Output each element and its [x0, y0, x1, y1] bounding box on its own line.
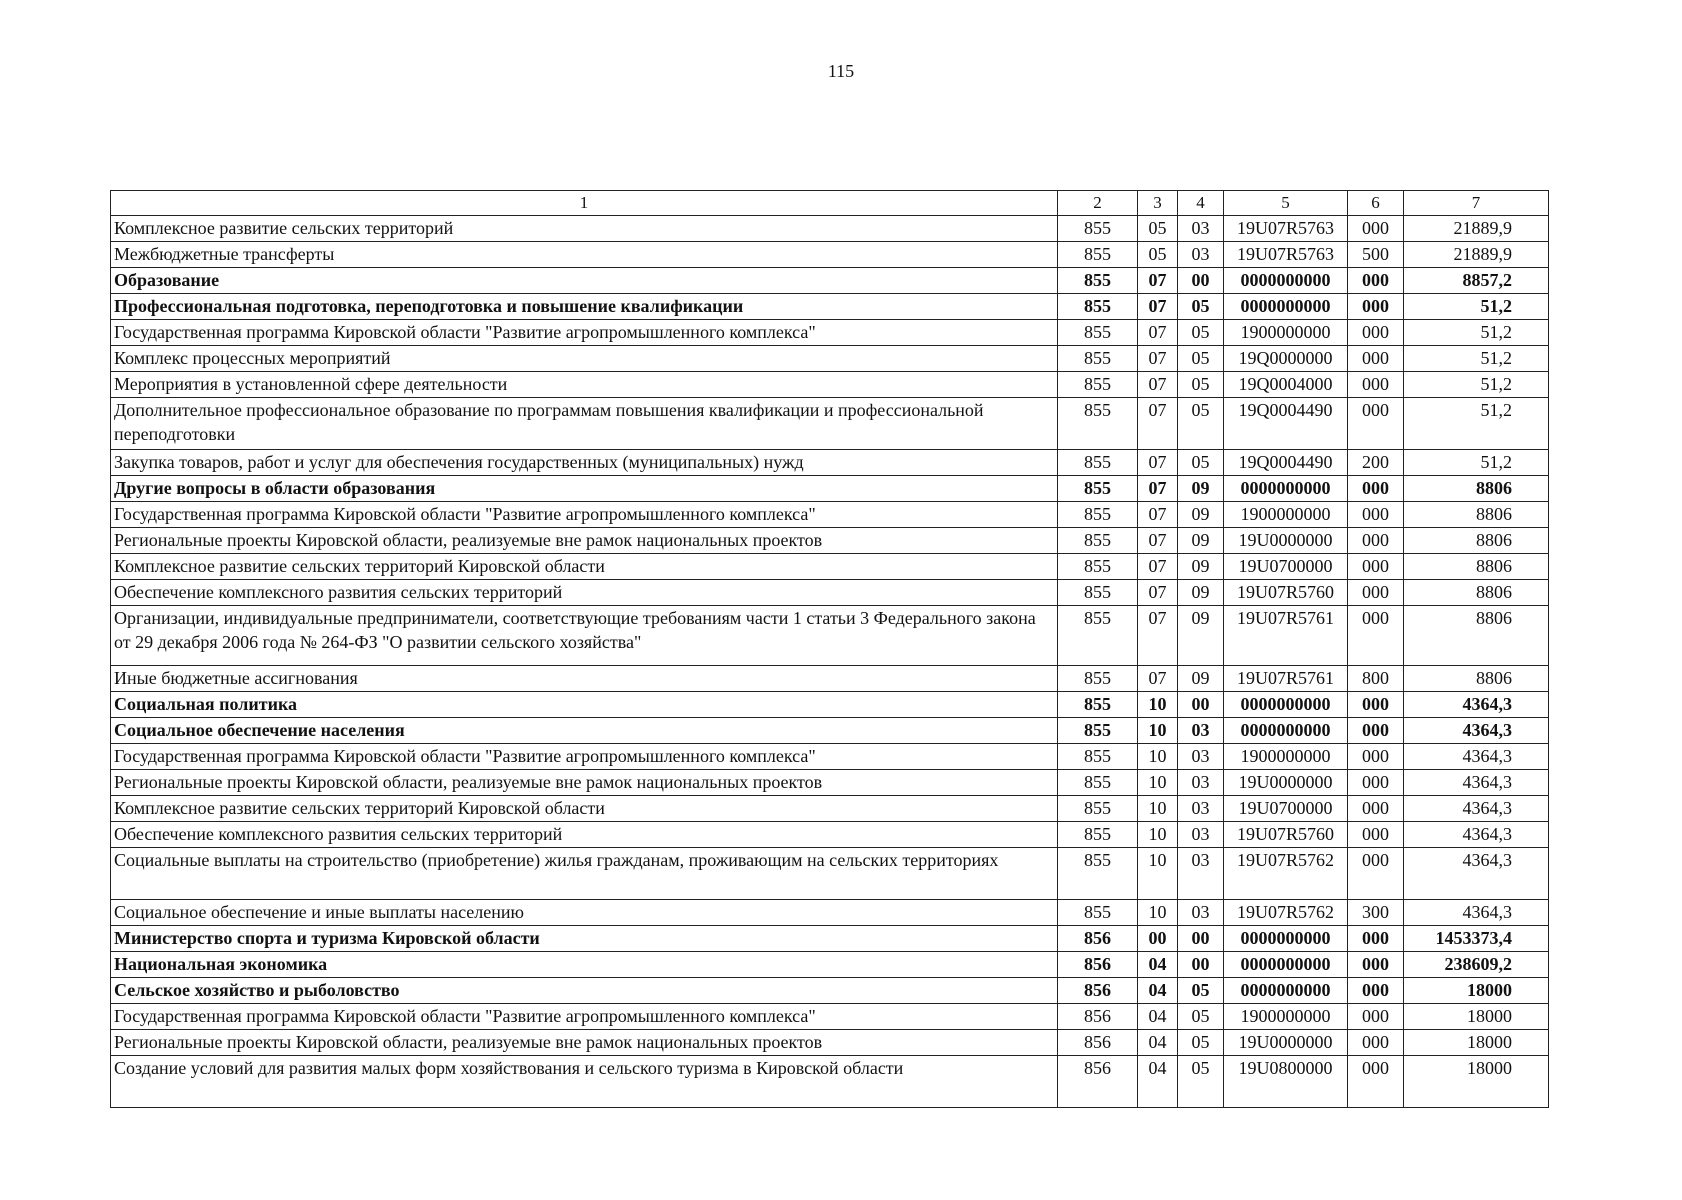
target-item-code: 0000000000: [1224, 926, 1348, 952]
target-item-code: 19U0800000: [1224, 1056, 1348, 1108]
expense-type-code: 800: [1348, 666, 1404, 692]
table-row: [111, 926, 1549, 952]
subsection-code: 05: [1178, 398, 1224, 450]
row-name: Социальное обеспечение и иные выплаты населению: [111, 900, 1058, 926]
amount: 1453373,4: [1404, 926, 1549, 952]
target-item-code: 0000000000: [1224, 692, 1348, 718]
section-code: 05: [1138, 242, 1178, 268]
section-code: 07: [1138, 476, 1178, 502]
table-row: [111, 580, 1549, 606]
target-item-code: 0000000000: [1224, 978, 1348, 1004]
row-name: Сельское хозяйство и рыболовство: [111, 978, 1058, 1004]
target-item-code: 0000000000: [1224, 294, 1348, 320]
table-row: [111, 1056, 1549, 1108]
expense-type-code: 000: [1348, 346, 1404, 372]
subsection-code: 00: [1178, 692, 1224, 718]
target-item-code: 19U07R5763: [1224, 242, 1348, 268]
chapter-code: 855: [1058, 554, 1138, 580]
chapter-code: 855: [1058, 744, 1138, 770]
row-name: Комплексное развитие сельских территорий Кировской области: [111, 796, 1058, 822]
row-name: Комплекс процессных мероприятий: [111, 346, 1058, 372]
subsection-code: 05: [1178, 1004, 1224, 1030]
table-row: [111, 718, 1549, 744]
expense-type-code: 500: [1348, 242, 1404, 268]
column-number: 2: [1058, 191, 1138, 216]
target-item-code: 19U0700000: [1224, 554, 1348, 580]
amount: 51,2: [1404, 398, 1549, 450]
target-item-code: 19U07R5761: [1224, 606, 1348, 666]
chapter-code: 856: [1058, 1030, 1138, 1056]
target-item-code: 0000000000: [1224, 268, 1348, 294]
section-code: 10: [1138, 822, 1178, 848]
target-item-code: 19Q0004490: [1224, 398, 1348, 450]
table-row: [111, 1004, 1549, 1030]
expense-type-code: 000: [1348, 476, 1404, 502]
target-item-code: 0000000000: [1224, 718, 1348, 744]
expense-type-code: 000: [1348, 1056, 1404, 1108]
amount: 18000: [1404, 1030, 1549, 1056]
chapter-code: 855: [1058, 718, 1138, 744]
subsection-code: 05: [1178, 1030, 1224, 1056]
subsection-code: 03: [1178, 242, 1224, 268]
column-number: 1: [111, 191, 1058, 216]
table-row: [111, 848, 1549, 900]
column-number: 6: [1348, 191, 1404, 216]
row-name: Обеспечение комплексного развития сельских территорий: [111, 580, 1058, 606]
amount: 4364,3: [1404, 900, 1549, 926]
chapter-code: 855: [1058, 822, 1138, 848]
table-row: [111, 242, 1549, 268]
chapter-code: 855: [1058, 320, 1138, 346]
subsection-code: 05: [1178, 978, 1224, 1004]
subsection-code: 03: [1178, 822, 1224, 848]
expense-type-code: 000: [1348, 372, 1404, 398]
section-code: 10: [1138, 848, 1178, 900]
chapter-code: 855: [1058, 606, 1138, 666]
section-code: 07: [1138, 554, 1178, 580]
section-code: 07: [1138, 450, 1178, 476]
expense-type-code: 000: [1348, 796, 1404, 822]
subsection-code: 09: [1178, 666, 1224, 692]
subsection-code: 03: [1178, 848, 1224, 900]
chapter-code: 855: [1058, 346, 1138, 372]
target-item-code: 19U07R5760: [1224, 580, 1348, 606]
expense-type-code: 000: [1348, 606, 1404, 666]
target-item-code: 19U07R5762: [1224, 900, 1348, 926]
chapter-code: 855: [1058, 848, 1138, 900]
section-code: 04: [1138, 952, 1178, 978]
expense-type-code: 000: [1348, 744, 1404, 770]
row-name: Мероприятия в установленной сфере деятельности: [111, 372, 1058, 398]
chapter-code: 855: [1058, 666, 1138, 692]
expense-type-code: 000: [1348, 692, 1404, 718]
subsection-code: 03: [1178, 900, 1224, 926]
subsection-code: 00: [1178, 926, 1224, 952]
target-item-code: 1900000000: [1224, 744, 1348, 770]
target-item-code: 19U07R5762: [1224, 848, 1348, 900]
table-row: [111, 346, 1549, 372]
table-row: [111, 1030, 1549, 1056]
target-item-code: 19U07R5763: [1224, 216, 1348, 242]
table-row: [111, 978, 1549, 1004]
amount: 51,2: [1404, 372, 1549, 398]
row-name: Региональные проекты Кировской области, реализуемые вне рамок национальных проектов: [111, 1030, 1058, 1056]
target-item-code: 0000000000: [1224, 952, 1348, 978]
section-code: 07: [1138, 372, 1178, 398]
amount: 4364,3: [1404, 796, 1549, 822]
target-item-code: 1900000000: [1224, 1004, 1348, 1030]
section-code: 10: [1138, 692, 1178, 718]
expense-type-code: 000: [1348, 848, 1404, 900]
column-number: 7: [1404, 191, 1549, 216]
section-code: 07: [1138, 580, 1178, 606]
row-name: Региональные проекты Кировской области, реализуемые вне рамок национальных проектов: [111, 528, 1058, 554]
amount: 8806: [1404, 666, 1549, 692]
page-number: 115: [827, 61, 855, 81]
expense-type-code: 000: [1348, 502, 1404, 528]
table-row: [111, 666, 1549, 692]
section-code: 04: [1138, 978, 1178, 1004]
chapter-code: 855: [1058, 580, 1138, 606]
section-code: 07: [1138, 294, 1178, 320]
expense-type-code: 000: [1348, 718, 1404, 744]
expense-type-code: 000: [1348, 320, 1404, 346]
target-item-code: 19U07R5761: [1224, 666, 1348, 692]
amount: 51,2: [1404, 294, 1549, 320]
amount: 18000: [1404, 1056, 1549, 1108]
expense-type-code: 000: [1348, 1004, 1404, 1030]
amount: 18000: [1404, 1004, 1549, 1030]
expense-type-code: 000: [1348, 1030, 1404, 1056]
table-row: [111, 268, 1549, 294]
subsection-code: 03: [1178, 796, 1224, 822]
subsection-code: 09: [1178, 606, 1224, 666]
section-code: 07: [1138, 398, 1178, 450]
amount: 238609,2: [1404, 952, 1549, 978]
table-row: [111, 822, 1549, 848]
chapter-code: 855: [1058, 294, 1138, 320]
row-name: Региональные проекты Кировской области, реализуемые вне рамок национальных проектов: [111, 770, 1058, 796]
chapter-code: 855: [1058, 528, 1138, 554]
subsection-code: 05: [1178, 1056, 1224, 1108]
subsection-code: 09: [1178, 554, 1224, 580]
chapter-code: 855: [1058, 476, 1138, 502]
table-row: [111, 952, 1549, 978]
expense-type-code: 300: [1348, 900, 1404, 926]
amount: 4364,3: [1404, 692, 1549, 718]
table-row: [111, 398, 1549, 450]
chapter-code: 855: [1058, 398, 1138, 450]
subsection-code: 05: [1178, 450, 1224, 476]
chapter-code: 856: [1058, 926, 1138, 952]
amount: 51,2: [1404, 450, 1549, 476]
expense-type-code: 000: [1348, 398, 1404, 450]
amount: 8857,2: [1404, 268, 1549, 294]
target-item-code: 0000000000: [1224, 476, 1348, 502]
target-item-code: 19Q0000000: [1224, 346, 1348, 372]
amount: 8806: [1404, 606, 1549, 666]
expense-type-code: 000: [1348, 952, 1404, 978]
subsection-code: 09: [1178, 580, 1224, 606]
section-code: 10: [1138, 900, 1178, 926]
amount: 51,2: [1404, 320, 1549, 346]
row-name: Государственная программа Кировской области "Развитие агропромышленного комплекса": [111, 744, 1058, 770]
row-name: Социальная политика: [111, 692, 1058, 718]
expense-type-code: 000: [1348, 580, 1404, 606]
target-item-code: 1900000000: [1224, 320, 1348, 346]
chapter-code: 855: [1058, 796, 1138, 822]
amount: 4364,3: [1404, 718, 1549, 744]
row-name: Иные бюджетные ассигнования: [111, 666, 1058, 692]
row-name: Государственная программа Кировской области "Развитие агропромышленного комплекса": [111, 1004, 1058, 1030]
budget-table: [110, 190, 1549, 1108]
subsection-code: 03: [1178, 718, 1224, 744]
section-code: 07: [1138, 320, 1178, 346]
subsection-code: 03: [1178, 770, 1224, 796]
row-name: Министерство спорта и туризма Кировской области: [111, 926, 1058, 952]
subsection-code: 05: [1178, 346, 1224, 372]
section-code: 07: [1138, 528, 1178, 554]
chapter-code: 855: [1058, 770, 1138, 796]
amount: 4364,3: [1404, 848, 1549, 900]
row-name: Дополнительное профессиональное образование по программам повышения квалификации и профессиональной переподготовки: [111, 398, 1058, 450]
expense-type-code: 000: [1348, 770, 1404, 796]
table-row: [111, 294, 1549, 320]
target-item-code: 19Q0004000: [1224, 372, 1348, 398]
target-item-code: 19Q0004490: [1224, 450, 1348, 476]
subsection-code: 05: [1178, 320, 1224, 346]
chapter-code: 855: [1058, 692, 1138, 718]
target-item-code: 19U0000000: [1224, 1030, 1348, 1056]
row-name: Обеспечение комплексного развития сельских территорий: [111, 822, 1058, 848]
table-row: [111, 476, 1549, 502]
chapter-code: 856: [1058, 1004, 1138, 1030]
table-row: [111, 744, 1549, 770]
table-row: [111, 900, 1549, 926]
section-code: 10: [1138, 770, 1178, 796]
section-code: 07: [1138, 346, 1178, 372]
chapter-code: 855: [1058, 502, 1138, 528]
section-code: 05: [1138, 216, 1178, 242]
subsection-code: 09: [1178, 528, 1224, 554]
amount: 21889,9: [1404, 242, 1549, 268]
amount: 21889,9: [1404, 216, 1549, 242]
expense-type-code: 000: [1348, 268, 1404, 294]
chapter-code: 855: [1058, 268, 1138, 294]
section-code: 10: [1138, 796, 1178, 822]
expense-type-code: 000: [1348, 926, 1404, 952]
table-row: [111, 450, 1549, 476]
section-code: 00: [1138, 926, 1178, 952]
row-name: Другие вопросы в области образования: [111, 476, 1058, 502]
row-name: Комплексное развитие сельских территорий Кировской области: [111, 554, 1058, 580]
amount: 4364,3: [1404, 822, 1549, 848]
table-row: [111, 692, 1549, 718]
amount: 8806: [1404, 528, 1549, 554]
section-code: 04: [1138, 1056, 1178, 1108]
section-code: 07: [1138, 268, 1178, 294]
expense-type-code: 200: [1348, 450, 1404, 476]
expense-type-code: 000: [1348, 528, 1404, 554]
chapter-code: 855: [1058, 216, 1138, 242]
section-code: 10: [1138, 718, 1178, 744]
column-number: 5: [1224, 191, 1348, 216]
amount: 4364,3: [1404, 770, 1549, 796]
row-name: Межбюджетные трансферты: [111, 242, 1058, 268]
chapter-code: 855: [1058, 242, 1138, 268]
subsection-code: 03: [1178, 216, 1224, 242]
amount: 8806: [1404, 502, 1549, 528]
table-row: [111, 554, 1549, 580]
amount: 8806: [1404, 554, 1549, 580]
chapter-code: 855: [1058, 450, 1138, 476]
section-code: 07: [1138, 606, 1178, 666]
subsection-code: 09: [1178, 476, 1224, 502]
column-number: 4: [1178, 191, 1224, 216]
section-code: 07: [1138, 666, 1178, 692]
table-row: [111, 528, 1549, 554]
table-row: [111, 502, 1549, 528]
subsection-code: 03: [1178, 744, 1224, 770]
row-name: Национальная экономика: [111, 952, 1058, 978]
subsection-code: 05: [1178, 372, 1224, 398]
subsection-code: 05: [1178, 294, 1224, 320]
amount: 8806: [1404, 476, 1549, 502]
target-item-code: 19U0000000: [1224, 770, 1348, 796]
row-name: Социальные выплаты на строительство (приобретение) жилья гражданам, проживающим на сельских территориях: [111, 848, 1058, 900]
amount: 4364,3: [1404, 744, 1549, 770]
amount: 8806: [1404, 580, 1549, 606]
section-code: 10: [1138, 744, 1178, 770]
target-item-code: 1900000000: [1224, 502, 1348, 528]
chapter-code: 855: [1058, 372, 1138, 398]
subsection-code: 09: [1178, 502, 1224, 528]
row-name: Государственная программа Кировской области "Развитие агропромышленного комплекса": [111, 502, 1058, 528]
section-code: 07: [1138, 502, 1178, 528]
expense-type-code: 000: [1348, 978, 1404, 1004]
expense-type-code: 000: [1348, 554, 1404, 580]
target-item-code: 19U0700000: [1224, 796, 1348, 822]
expense-type-code: 000: [1348, 294, 1404, 320]
subsection-code: 00: [1178, 952, 1224, 978]
amount: 18000: [1404, 978, 1549, 1004]
chapter-code: 856: [1058, 952, 1138, 978]
table-body: [111, 216, 1549, 1108]
section-code: 04: [1138, 1030, 1178, 1056]
row-name: Профессиональная подготовка, переподготовка и повышение квалификации: [111, 294, 1058, 320]
chapter-code: 855: [1058, 900, 1138, 926]
row-name: Создание условий для развития малых форм хозяйствования и сельского туризма в Кировской области: [111, 1056, 1058, 1108]
row-name: Государственная программа Кировской области "Развитие агропромышленного комплекса": [111, 320, 1058, 346]
expense-type-code: 000: [1348, 822, 1404, 848]
row-name: Социальное обеспечение населения: [111, 718, 1058, 744]
column-number-row: [111, 191, 1549, 216]
row-name: Закупка товаров, работ и услуг для обеспечения государственных (муниципальных) нужд: [111, 450, 1058, 476]
table-row: [111, 770, 1549, 796]
target-item-code: 19U0000000: [1224, 528, 1348, 554]
table-row: [111, 320, 1549, 346]
amount: 51,2: [1404, 346, 1549, 372]
table-row: [111, 796, 1549, 822]
row-name: Комплексное развитие сельских территорий: [111, 216, 1058, 242]
section-code: 04: [1138, 1004, 1178, 1030]
table-row: [111, 216, 1549, 242]
column-number: 3: [1138, 191, 1178, 216]
row-name: Образование: [111, 268, 1058, 294]
table-row: [111, 372, 1549, 398]
table-row: [111, 606, 1549, 666]
subsection-code: 00: [1178, 268, 1224, 294]
chapter-code: 856: [1058, 1056, 1138, 1108]
target-item-code: 19U07R5760: [1224, 822, 1348, 848]
chapter-code: 856: [1058, 978, 1138, 1004]
expense-type-code: 000: [1348, 216, 1404, 242]
row-name: Организации, индивидуальные предприниматели, соответствующие требованиям части 1 статьи 3 Федерального закона от 29 декабря 2006 года № 264-ФЗ "О развитии сельского хозяйства": [111, 606, 1058, 666]
